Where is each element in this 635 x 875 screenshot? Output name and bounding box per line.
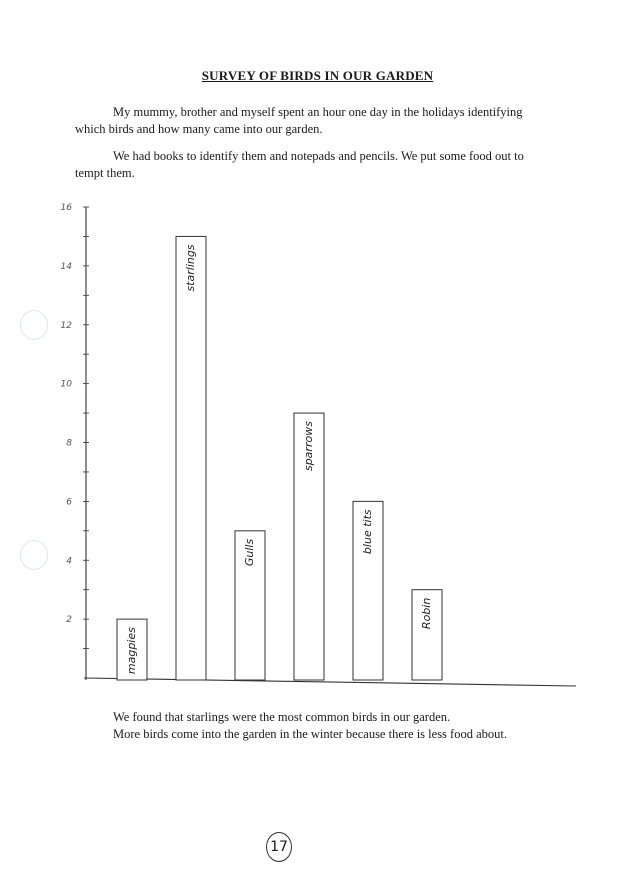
bar-label: sparrows	[302, 421, 315, 472]
chart-axes	[84, 207, 576, 686]
y-tick-label: 16	[60, 203, 72, 213]
page-title: SURVEY OF BIRDS IN OUR GARDEN	[201, 68, 434, 83]
materials-text: We had books to identify them and notepads and pencils. We put some food out to tempt them.	[75, 149, 524, 180]
bar-label: magpies	[125, 627, 138, 675]
y-tick-label: 8	[66, 438, 72, 449]
y-tick-label: 14	[60, 261, 72, 272]
y-tick-label: 6	[66, 497, 72, 508]
page-number: 17	[266, 832, 292, 862]
x-axis-line	[84, 678, 576, 686]
bar-label: Gulls	[243, 538, 256, 567]
y-tick-label: 2	[66, 615, 72, 626]
punch-hole-top	[20, 310, 48, 340]
y-tick-label: 10	[60, 379, 72, 390]
intro-text: My mummy, brother and myself spent an hour one day in the holidays identifying which birds and how many came into our garden.	[75, 105, 523, 136]
bar-label: starlings	[184, 244, 197, 292]
finding-line-1: We found that starlings were the most common birds in our garden.	[113, 710, 451, 724]
bar-label: blue tits	[361, 509, 374, 555]
punch-hole-bottom	[20, 540, 48, 570]
y-axis-ticks	[61, 203, 89, 649]
y-tick-label: 12	[60, 320, 72, 331]
bar-label: Robin	[420, 597, 433, 630]
bar-starlings	[176, 236, 206, 680]
chart-bars	[117, 236, 442, 680]
y-tick-label: 4	[66, 556, 72, 567]
findings-text	[113, 709, 593, 743]
finding-line-2: More birds come into the garden in the winter because there is less food about.	[113, 727, 507, 741]
